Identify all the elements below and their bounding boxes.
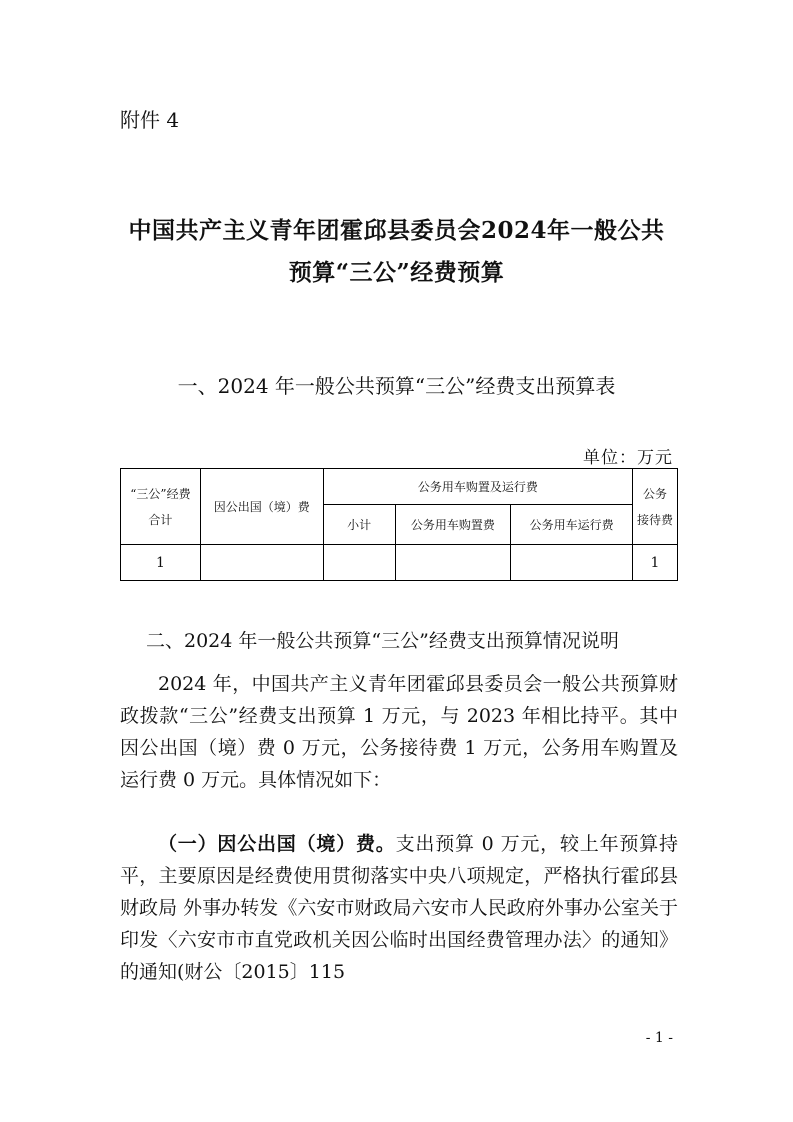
col-header-reception bbox=[633, 469, 678, 545]
paragraph-overseas bbox=[120, 828, 678, 988]
paragraph-overseas-lead: （一）因公出国（境）费。 bbox=[158, 833, 396, 855]
cell-vehicle-operation bbox=[511, 545, 633, 581]
col-header-reception-line1: 公务 bbox=[643, 486, 668, 501]
cell-subtotal bbox=[323, 545, 395, 581]
attachment-label: 附件 4 bbox=[120, 108, 180, 132]
col-header-total bbox=[121, 469, 201, 545]
cell-overseas bbox=[200, 545, 323, 581]
col-header-vehicle-purchase: 公务用车购置费 bbox=[395, 505, 511, 545]
cell-reception: 1 bbox=[633, 545, 678, 581]
document-title-line-1: 中国共产主义青年团霍邱县委员会2024年一般公共 bbox=[128, 217, 665, 244]
col-header-total-line2: 合计 bbox=[148, 512, 173, 527]
document-title-line-2: 预算“三公”经费预算 bbox=[288, 259, 505, 286]
page-number: - 1 - bbox=[645, 1030, 673, 1046]
col-header-total-line1: “三公”经费 bbox=[130, 486, 191, 501]
section-2-heading: 二、2024 年一般公共预算“三公”经费支出预算情况说明 bbox=[146, 630, 619, 652]
col-header-vehicle-group: 公务用车购置及运行费 bbox=[323, 469, 632, 505]
col-header-overseas: 因公出国（境）费 bbox=[200, 469, 323, 545]
unit-label: 单位：万元 bbox=[583, 448, 673, 468]
cell-vehicle-purchase bbox=[395, 545, 511, 581]
cell-total: 1 bbox=[121, 545, 201, 581]
paragraph-summary: 2024 年，中国共产主义青年团霍邱县委员会一般公共预算财政拨款“三公”经费支出预算 1 万元，与 2023 年相比持平。其中因公出国（境）费 0 万元，公务接待费 1 万元，公务用车购置及运行费 0 万元。具体情况如下： bbox=[120, 673, 678, 791]
paragraph-overseas-body: 支出预算 0 万元，较上年预算持平，主要原因是经费使用贯彻落实中央八项规定，严格执行霍邱县财政局 外事办转发《六安市财政局六安市人民政府外事办公室关于印发〈六安市市直党政机关因公临时出国经费管理办法〉的通知》的通知(财公〔2015〕115 bbox=[120, 833, 678, 983]
col-header-subtotal: 小计 bbox=[323, 505, 395, 545]
budget-table bbox=[120, 468, 678, 581]
col-header-vehicle-operation: 公务用车运行费 bbox=[511, 505, 633, 545]
section-1-heading: 一、2024 年一般公共预算“三公”经费支出预算表 bbox=[177, 374, 616, 398]
col-header-reception-line2: 接待费 bbox=[637, 512, 674, 527]
table-row bbox=[121, 545, 678, 581]
